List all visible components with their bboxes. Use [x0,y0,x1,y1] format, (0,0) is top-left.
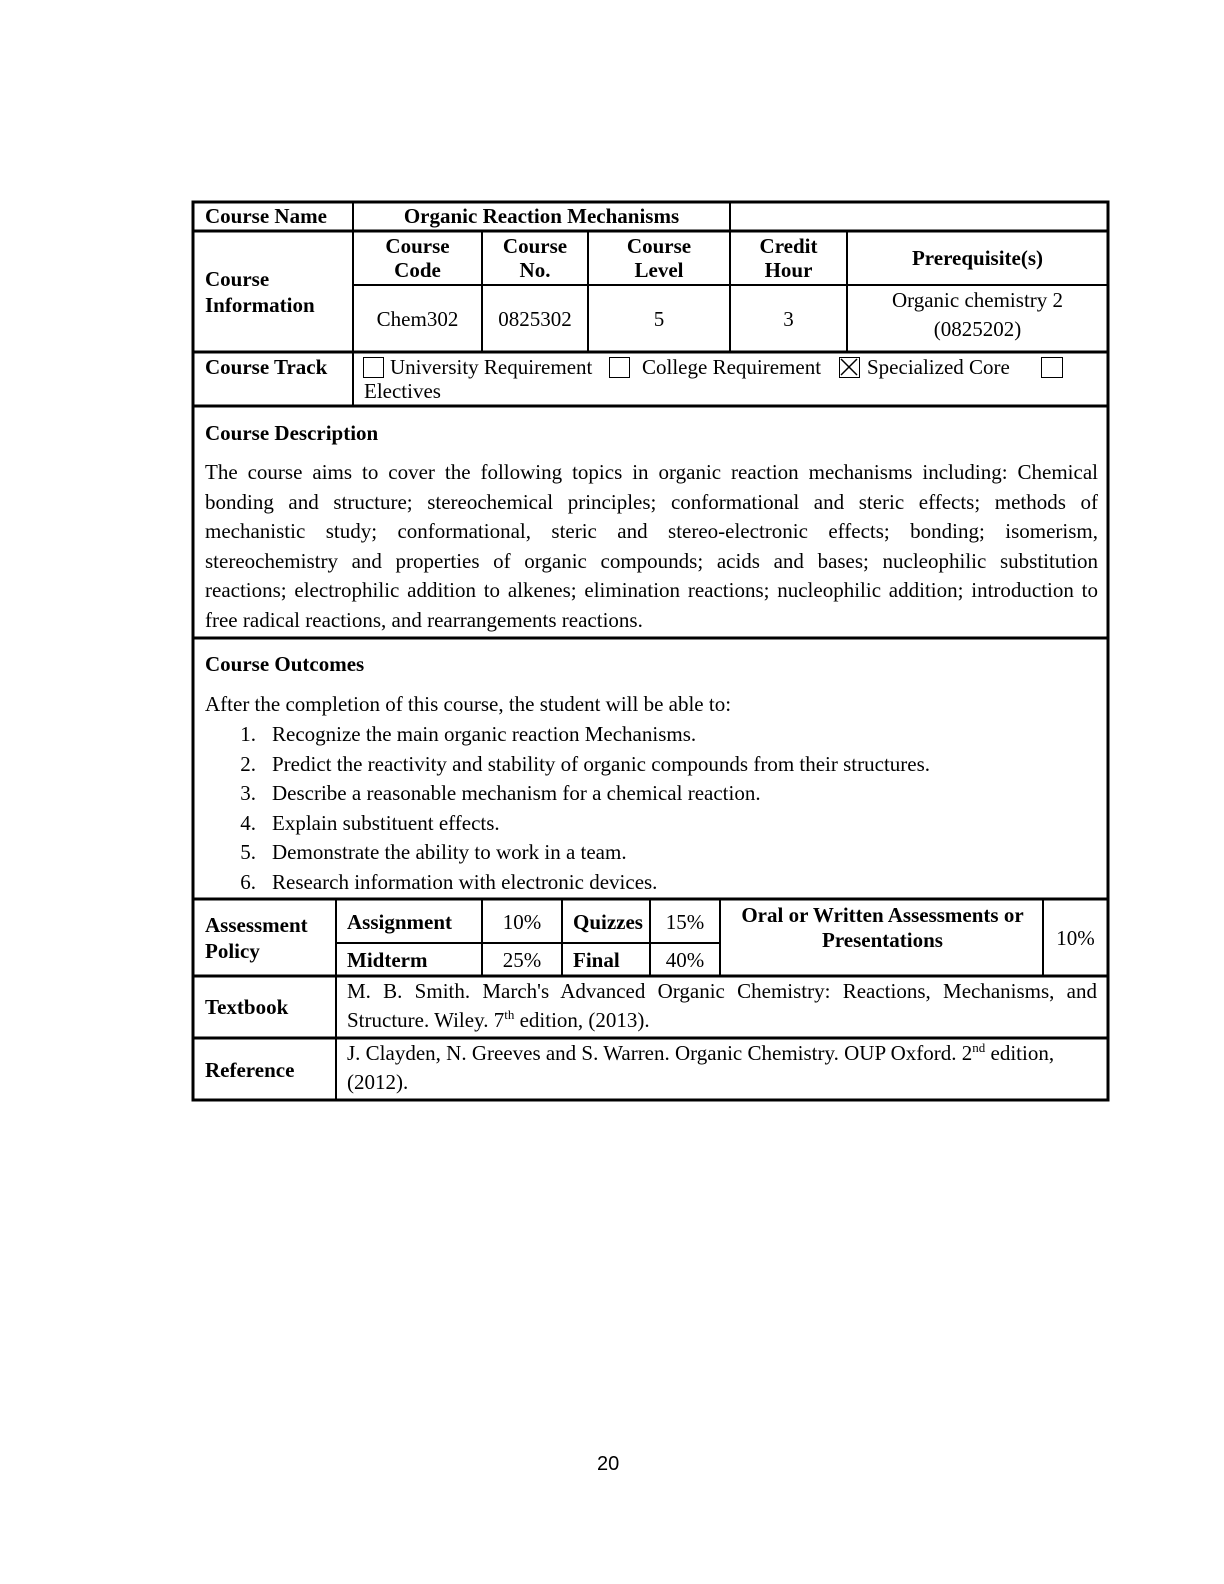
checkbox-college-requirement[interactable] [609,357,630,378]
header-credit-hour-2: Hour [764,258,813,282]
option-electives: Electives [364,379,441,403]
header-course-code-2: Code [394,258,441,282]
course-information-label-1: Course [205,267,270,291]
header-course-level-2: Level [634,258,684,282]
page-number: 20 [597,1453,620,1475]
reference-label: Reference [205,1058,295,1082]
oral-assessment-label-2: Presentations [822,928,943,952]
checkbox-electives[interactable] [1041,357,1063,378]
course-track-label: Course Track [205,355,328,379]
quizzes-label: Quizzes [573,910,643,934]
course-information-label-2: Information [205,293,315,317]
reference-line-1: J. Clayden, N. Greeves and S. Warren. Organic Chemistry. OUP Oxford. 2nd edition, [347,1040,1055,1065]
oral-assessment-value: 10% [1056,926,1095,950]
midterm-value: 25% [502,948,542,972]
header-credit-hour-1: Credit [759,234,818,258]
header-prerequisites: Prerequisite(s) [911,246,1044,270]
value-prerequisite-1: Organic chemistry 2 [891,288,1064,312]
checkbox-specialized-core[interactable] [839,357,860,378]
oral-assessment-label-1: Oral or Written Assessments or [741,903,1024,927]
final-value: 40% [665,948,705,972]
value-course-level: 5 [653,307,665,331]
header-course-no-1: Course [502,234,568,258]
header-course-no-2: No. [519,258,551,282]
textbook-line-1: M. B. Smith. March's Advanced Organic Chemistry: Reactions, Mechanisms, and [347,979,1097,1003]
course-name-label: Course Name [205,204,327,228]
course-outcomes-intro: After the completion of this course, the student will be able to: [205,692,732,716]
assignment-label: Assignment [347,910,453,934]
checkbox-university-requirement[interactable] [363,357,384,378]
textbook-line-2: Structure. Wiley. 7th edition, (2013). [347,1007,650,1032]
value-credit-hour: 3 [783,307,794,331]
option-specialized-core: Specialized Core [867,355,1010,379]
course-description-title: Course Description [205,421,379,445]
course-outcomes-title: Course Outcomes [205,652,365,676]
textbook-label: Textbook [205,995,289,1019]
reference-line-2: (2012). [347,1070,409,1094]
header-course-level-1: Course [626,234,692,258]
course-description-text: The course aims to cover the following topics in organic reaction mechanisms including: Chemical bonding and structure; stereochemical principles; conformational and steric effects; methods of mechanistic study; conformational, steric and stereo-electronic effects; bonding; isomerism, stereochemistry and properties of organic compounds; acids and bases; nucleophilic substitution reactions; electrophilic addition to alkenes; elimination reactions; nucleophilic addition; introduction to free radical reactions, and rearrangements reactions. [205,460,1098,632]
assignment-value: 10% [502,910,542,934]
course-name-value: Organic Reaction Mechanisms [403,204,680,228]
option-university-requirement: University Requirement [390,355,593,379]
assessment-policy-label-1: Assessment [205,913,308,937]
header-course-code-1: Course [385,234,450,258]
quizzes-value: 15% [665,910,705,934]
final-label: Final [573,948,620,972]
value-course-code: Chem302 [376,307,459,331]
checkbox-cross-icon [840,358,858,376]
option-college-requirement: College Requirement [642,355,822,379]
assessment-policy-label-2: Policy [205,939,260,963]
value-prerequisite-2: (0825202) [933,317,1022,341]
value-course-no: 0825302 [498,307,572,331]
midterm-label: Midterm [347,948,428,972]
